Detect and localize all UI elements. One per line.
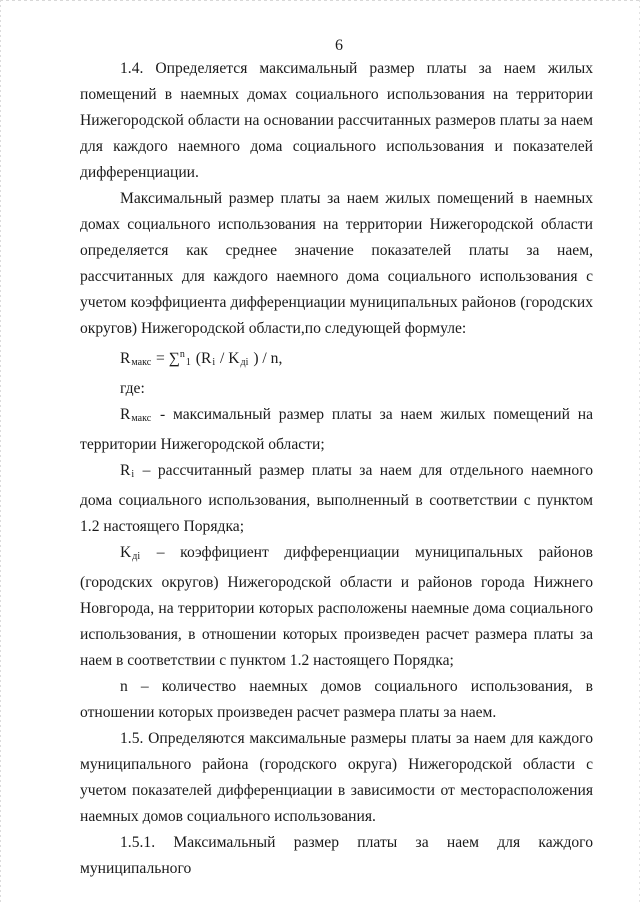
ri-symbol: R [120,462,131,479]
rmaks-text: - максимальный размер платы за наем жилых помещений на территории Нижегородской области; [80,406,593,453]
paragraph-1-5-1: 1.5.1. Максимальный размер платы за наем для каждого муниципального [80,834,593,877]
definition-ri [80,458,593,540]
ri-symbol-sub: i [131,469,135,480]
rmaks-symbol: R [120,406,131,423]
paragraph-1-4: 1.4. Определяется максимальный размер платы за наем жилых помещений в наемных домах социального использования на территории Нижегородской области на основании рассчитанных размеров платы за наем для каждого наемного дома социального использования и показателей дифференциации. [80,60,593,181]
formula-open: (R [191,350,212,367]
formula-r: R [120,350,131,367]
page-number: 6 [335,37,343,54]
document-body [80,56,593,882]
definition-n: n – количество наемных домов социального использования, в отношении которых произведен расчет размера платы за наем. [80,678,593,721]
formula-r-sub: макс [131,357,152,368]
formula-close: ) / n, [249,350,283,367]
where-label: где: [120,380,145,397]
formula-sigma: ∑ [168,350,180,367]
paragraph-max-size: Максимальный размер платы за наем жилых помещений в наемных домах социального использования на территории Нижегородской области определяется как среднее значение показателей платы за наем, рассчитанных для каждого наемного дома социального использования с учетом коэффициента дифференциации муниципальных районов (городских округов) Нижегородской области,по следующей формуле: [80,190,593,337]
formula-sigma-sub: 1 [185,357,191,368]
kdi-symbol: K [120,544,132,561]
definition-rmaks [80,402,593,458]
formula [80,342,593,376]
formula-kdi-sub: дi [240,357,249,368]
kdi-text: – коэффициент дифференциации муниципальных районов (городских округов) Нижегородской области и районов города Нижнего Новгорода, на территории которых расположены наемные дома социального использования, в отношении которых произведен расчет размера платы за наем в соответствии с пунктом 1.2 настоящего Порядка; [80,544,593,669]
formula-slash: / K [216,350,240,367]
ri-text: – рассчитанный размер платы за наем для отдельного наемного дома социального использования, выполненный в соответствии с пунктом 1.2 настоящего Порядка; [80,462,593,535]
formula-ri-sub: i [212,357,216,368]
paragraph-1-5: 1.5. Определяются максимальные размеры платы за наем для каждого муниципального района (городского округа) Нижегородской области с учетом показателей дифференциации в зависимости от месторасположения наемных домов социального использования. [80,730,593,825]
definition-kdi [80,540,593,674]
rmaks-symbol-sub: макс [131,413,152,424]
scan-edge-left [0,0,1,905]
formula-eq: = [152,350,169,367]
kdi-symbol-sub: дi [132,551,141,562]
scan-edge-top [0,0,640,1]
formula-sigma-sup: n [179,349,185,360]
